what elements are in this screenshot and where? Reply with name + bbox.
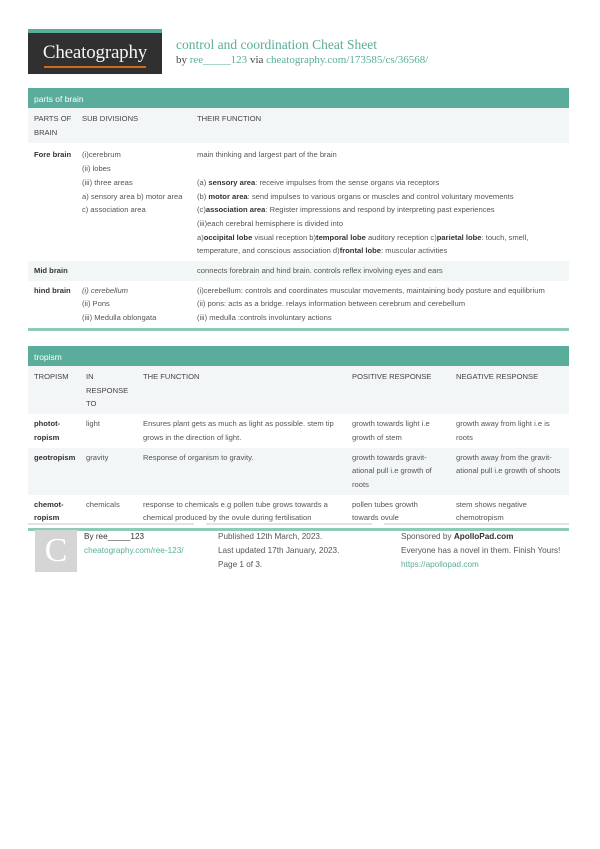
negative-cell: stem shows negative chemotropism [456, 499, 527, 523]
bold-term: association area [205, 205, 266, 215]
function-line: a)occipital lobe visual reception b)temporal lobe auditory reception c)parietal lobe: touch, smell, temperature, and conscious association d)frontal lobe: muscular activities [197, 232, 529, 256]
bold-term: temporal lobe [316, 232, 366, 242]
via-label: via [249, 54, 264, 66]
sheet-url-link[interactable]: cheatography.com/173585/cs/36568/ [266, 54, 429, 66]
function-line: (b) motor area: send impulses to various organs or muscles and control voluntary movements [197, 191, 514, 201]
logo-underline [44, 66, 146, 68]
byline [176, 54, 428, 66]
row-label: Mid brain [34, 266, 68, 276]
blank-line [197, 162, 565, 176]
footer-by-line: By ree_____123 [84, 532, 145, 541]
section-parts-of-brain [28, 88, 569, 331]
updated-date: Last updated 17th January, 2023. [218, 546, 340, 555]
function-cell [191, 143, 569, 261]
column-header: NEGATIVE RESPONSE [456, 372, 539, 381]
negative-cell: growth away from the gravitational pull i.e growth of shoots [456, 452, 561, 476]
footer-divider [28, 523, 194, 525]
subdivision-item: (i) cerebellum [82, 285, 128, 295]
row-label: hind brain [34, 285, 71, 295]
table-header-row [28, 366, 569, 414]
table-row [28, 261, 569, 281]
published-date: Published 12th March, 2023. [218, 532, 323, 541]
bold-term: sensory area [208, 177, 256, 187]
subdivisions-cell [76, 143, 191, 261]
subdivision-item: (iii) Medulla oblongata [82, 313, 157, 323]
section-title: tropism [28, 346, 569, 366]
function-cell [191, 261, 569, 281]
subdivision-item: (iii) three areas [82, 177, 133, 187]
section-divider [28, 328, 569, 331]
function-line: (iii)each cerebral hemisphere is divided into [197, 218, 344, 228]
table-row [28, 448, 569, 495]
positive-cell: pollen tubes growth towards ovule [352, 499, 418, 523]
subdivision-item: (i)cerebrum [82, 150, 121, 160]
footer-publish-block [218, 530, 339, 572]
column-header: THEIR FUNCTION [197, 114, 262, 123]
function-line: (iii) medulla :controls involuntary actions [197, 313, 332, 323]
section-tropism [28, 346, 569, 531]
column-header: TROPISM [34, 372, 69, 381]
function-line: (i)cerebellum: controls and coordinates muscular movements, maintaining body posture and equilibrium [197, 285, 545, 295]
function-line: connects forebrain and hind brain. controls reflex involving eyes and ears [197, 266, 443, 276]
sponsor-tagline: Everyone has a novel in them. Finish Yours! [401, 546, 561, 555]
footer-author-link[interactable]: cheatography.com/ree-123/ [84, 546, 184, 555]
negative-cell: growth away from light i.e is roots [456, 419, 550, 442]
subdivisions-cell [76, 281, 191, 328]
bold-term: occipital lobe [203, 232, 253, 242]
sponsor-name[interactable]: ApolloPad.com [453, 532, 514, 541]
stimulus-cell: chemicals [86, 499, 120, 509]
column-header: SUB DIVISIONS [82, 114, 139, 123]
table-row [28, 281, 569, 328]
function-cell: Ensures plant gets as much as light as possible. stem tip grows in the direction of light. [143, 419, 334, 442]
row-label: Fore brain [34, 150, 72, 160]
positive-cell: growth towards light i.e growth of stem [352, 419, 430, 442]
column-header: THE FUNCTION [143, 372, 200, 381]
stimulus-cell: gravity [86, 452, 109, 462]
function-cell [191, 281, 569, 328]
section-title: parts of brain [28, 88, 569, 108]
sponsor-url-link[interactable]: https://apollopad.com [401, 560, 479, 569]
page-indicator: Page 1 of 3. [218, 560, 263, 569]
author-link[interactable]: ree_____123 [189, 54, 248, 66]
table-row [28, 143, 569, 261]
function-line: (a) sensory area: receive impulses from the sense organs via receptors [197, 177, 440, 187]
cheatography-logo[interactable] [28, 29, 162, 74]
table-header-row [28, 108, 569, 143]
bold-term: frontal lobe [339, 246, 382, 256]
subdivision-item: (ii) lobes [82, 164, 111, 174]
row-label: chemotropism [34, 499, 64, 523]
by-label: by [176, 54, 187, 66]
function-cell: Response of organism to gravity. [143, 452, 254, 462]
tropism-table [28, 366, 569, 528]
column-header: POSITIVE RESPONSE [352, 372, 432, 381]
row-label: geotropism [34, 452, 76, 462]
table-row [28, 414, 569, 447]
function-line: (c)association area: Register impressions and respond by interpreting past experiences [197, 205, 495, 215]
author-avatar: C [35, 530, 77, 572]
row-label: phototropism [34, 419, 61, 442]
subdivision-item: (ii) Pons [82, 299, 110, 309]
bold-term: parietal lobe [436, 232, 482, 242]
bold-term: motor area [208, 191, 248, 201]
page-title: control and coordination Cheat Sheet [176, 37, 377, 52]
sponsored-label: Sponsored by [401, 532, 452, 541]
footer-divider [384, 523, 569, 525]
footer-sponsor-block [401, 530, 571, 572]
function-cell: response to chemicals e.g pollen tube grows towards a chemical produced by the ovule during fertilisation [143, 499, 328, 523]
function-line: (ii) pons: acts as a bridge. relays information between cerebrum and cerebellum [197, 299, 466, 309]
parts-of-brain-table [28, 108, 569, 328]
positive-cell: growth towards gravitational pull i.e growth of roots [352, 452, 432, 489]
column-header: IN RESPONSE TO [86, 372, 129, 409]
column-header: PARTS OF BRAIN [34, 114, 72, 137]
subdivision-item: a) sensory area b) motor area c) association area [82, 191, 183, 215]
logo-text: Cheatography [42, 42, 148, 63]
function-line: main thinking and largest part of the brain [197, 150, 337, 160]
footer-author-block [84, 530, 184, 558]
stimulus-cell: light [86, 419, 100, 429]
footer-divider [206, 523, 372, 525]
